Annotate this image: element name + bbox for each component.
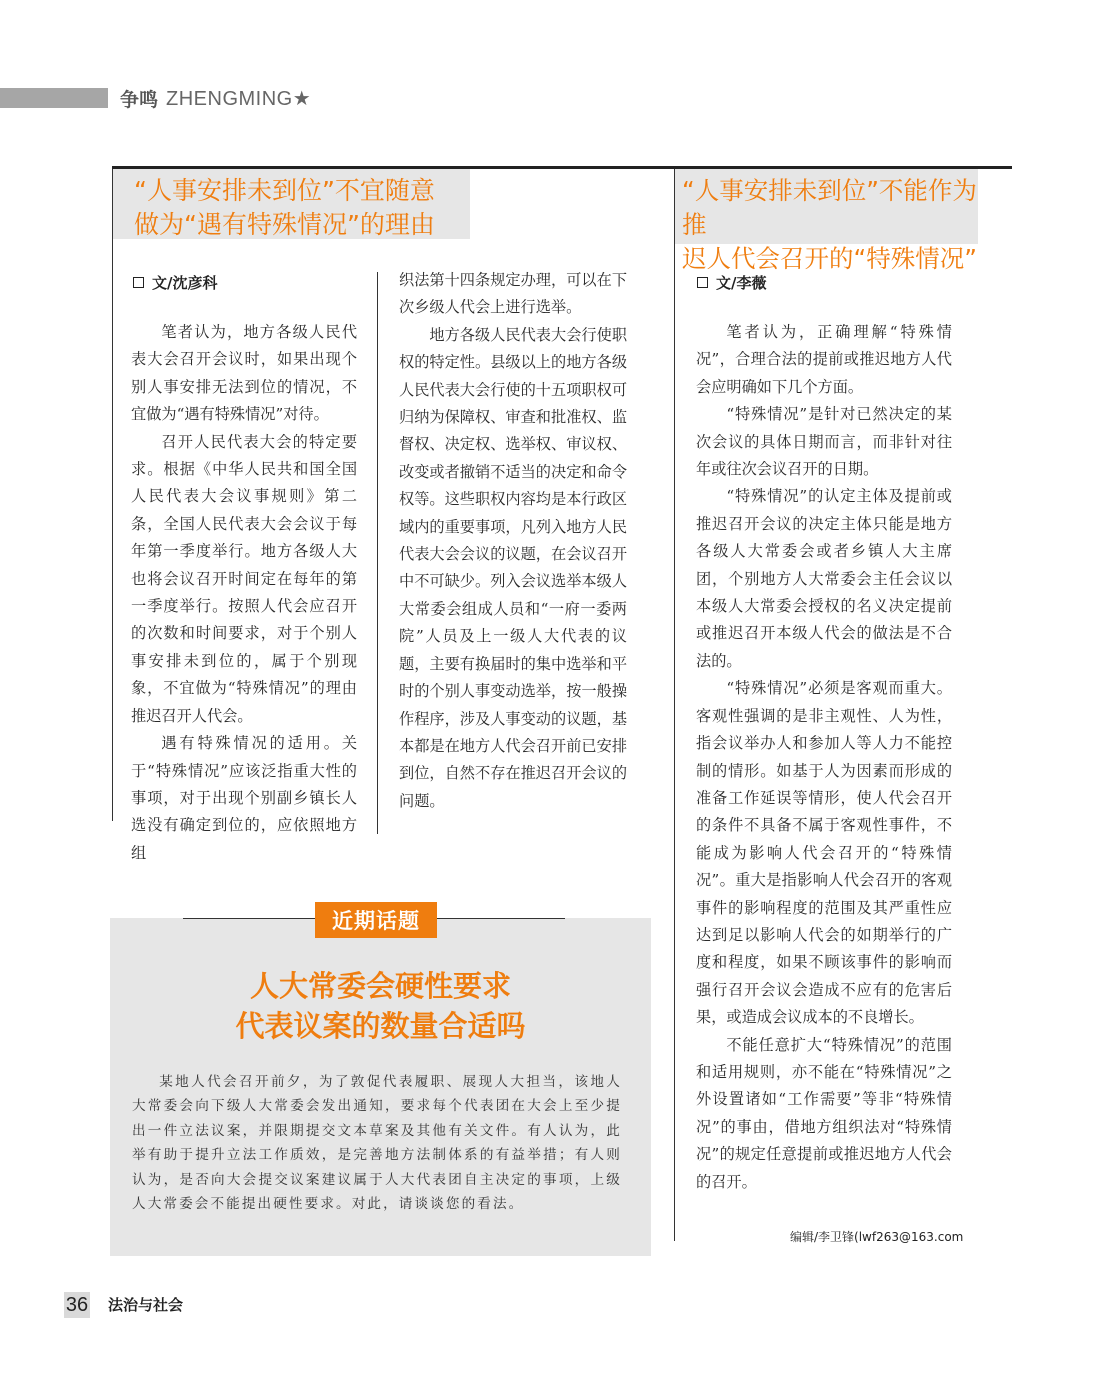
right-byline-text: 文/李薇: [716, 274, 767, 292]
paragraph-continuation: 织法第十四条规定办理，可以在下次乡级人代会上进行选举。: [399, 271, 627, 317]
section-bar: [0, 88, 108, 108]
paragraph: “特殊情况”的认定主体及提前或推迟召开会议的决定主体只能是地方各级人大常委会或者乡镇人大主席团，个别地方人大常委会主任会议以本级人大常委会授权的名义决定提前或推迟召开本级人代会的做法是不合法的。: [696, 487, 952, 670]
article-divider-rule: [674, 169, 675, 1241]
left-byline: [133, 272, 217, 293]
left-article-column-1: [131, 319, 357, 867]
left-margin-rule: [112, 169, 113, 821]
section-title-en: ZHENGMING★: [166, 87, 312, 110]
section-label: [120, 84, 311, 112]
right-title-line2: 迟人代会召开的“特殊情况”: [682, 244, 977, 273]
paragraph: 地方各级人民代表大会行使职权的特定性。县级以上的地方各级人民代表大会行使的十五项职权可归纳为保障权、审查和批准权、监督权、决定权、选举权、审议权、改变或者撤销不适当的决定和命令权等。这些职权内容均是本行政区域内的重要事项，凡列入地方人民代表大会会议的议题，在会议召开中不可缺少。列入会议选举本级人大常委会组成人员和“一府一委两院”人员及上一级人大代表的议题，主要有换届时的集中选举和平时的个别人事变动选举，按一般操作程序，涉及人事变动的议题，基本都是在地方人代会召开前已安排到位，自然不存在推迟召开会议的问题。: [399, 325, 627, 810]
square-icon: [697, 277, 708, 288]
section-title-cn: 争鸣: [120, 88, 159, 111]
paragraph: 笔者认为，正确理解“特殊情况”，合理合法的提前或推迟地方人代会应明确如下几个方面。: [696, 323, 952, 396]
column-divider-rule: [377, 272, 378, 834]
right-title-line1: “人事安排未到位”不能作为推: [682, 176, 977, 239]
page-number: 36: [64, 1292, 90, 1318]
paragraph: 笔者认为，地方各级人民代表大会召开会议时，如果出现个别人事安排无法到位的情况，不宜做为“遇有特殊情况”对待。: [131, 323, 357, 424]
topic-title-line1: 人大常委会硬性要求: [249, 969, 511, 1003]
editor-credit: 编辑/李卫锋(lwf263@163.com: [790, 1230, 964, 1244]
left-title-line2: 做为“遇有特殊情况”的理由: [134, 210, 435, 239]
left-article-column-2: [399, 267, 627, 815]
topic-rule-right: [437, 918, 565, 919]
paragraph: 某地人代会召开前夕，为了敦促代表履职、展现人大担当，该地人大常委会向下级人大常委会发出通知，要求每个代表团在大会上至少提出一件立法议案，并限期提交文本草案及其他有关文件。有人认为，此举有助于提升立法工作质效，是完善地方法制体系的有益举措；有人则认为，是否向大会提交议案建议属于人大代表团自主决定的事项，上级人大常委会不能提出硬性要求。对此，请谈谈您的看法。: [132, 1074, 622, 1213]
square-icon: [133, 277, 144, 288]
topic-rule-left: [183, 918, 315, 919]
paragraph: 召开人民代表大会的特定要求。根据《中华人民共和国全国人民代表大会议事规则》第二条，全国人民代表大会会议于每年第一季度举行。地方各级人大也将会议召开时间定在每年的第一季度举行。按照人代会应召开的次数和时间要求，对于个别人事安排未到位的，属于个别现象，不宜做为“特殊情况”的理由推迟召开人代会。: [131, 432, 357, 725]
paragraph: 遇有特殊情况的适用。关于“特殊情况”应该泛指重大性的事项，对于出现个别副乡镇长人选没有确定到位的，应依照地方组: [131, 734, 357, 862]
topic-title-line2: 代表议案的数量合适吗: [235, 1009, 526, 1043]
left-byline-text: 文/沈彦科: [152, 274, 218, 292]
recent-topic-title: [110, 966, 651, 1046]
left-article-title: [112, 169, 470, 239]
left-title-line1: “人事安排未到位”不宜随意: [134, 176, 435, 205]
recent-topic-text: [132, 1070, 622, 1216]
right-byline: [697, 272, 766, 293]
paragraph: “特殊情况”必须是客观而重大。客观性强调的是非主观性、人为性，指会议举办人和参加人等人力不能控制的情形。如基于人为因素而形成的准备工作延误等情形，使人代会召开的条件不具备不属于客观性事件，不能成为影响人代会召开的“特殊情况”。重大是指影响人代会召开的客观事件的影响程度的范围及其严重性应达到足以影响人代会的如期举行的广度和程度，如果不顾该事件的影响而强行召开会议会造成不应有的危害后果，或造成会议成本的不良增长。: [696, 679, 952, 1027]
magazine-name: 法治与社会: [108, 1296, 184, 1314]
right-article-title: [674, 169, 978, 273]
paragraph: “特殊情况”是针对已然决定的某次会议的具体日期而言，而非针对往年或往次会议召开的日期。: [696, 405, 952, 479]
paragraph: 不能任意扩大“特殊情况”的范围和适用规则，亦不能在“特殊情况”之外设置诸如“工作需要”等非“特殊情况”的事由，借地方组织法对“特殊情况”的规定任意提前或推迟地方人代会的召开。: [696, 1035, 952, 1191]
recent-topic-tag: 近期话题: [315, 902, 437, 938]
right-article-column: [696, 319, 952, 1196]
